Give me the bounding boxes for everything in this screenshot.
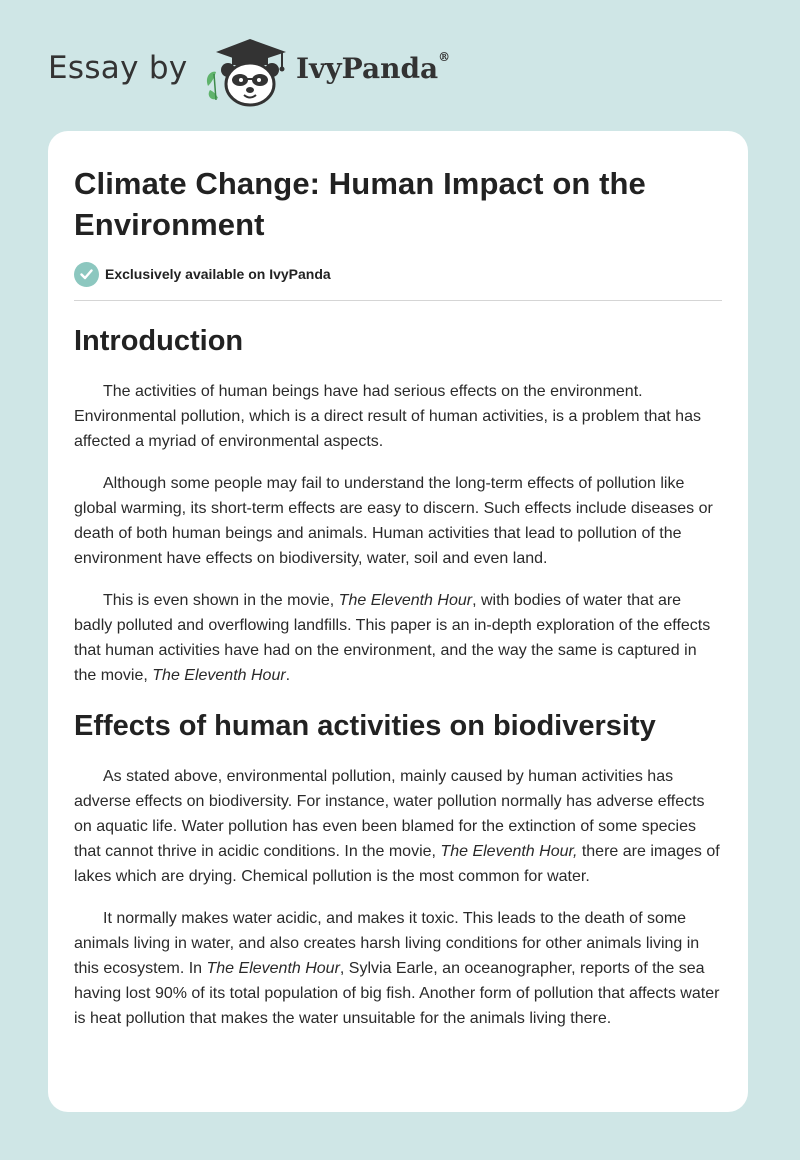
paragraph-text: there are images of lakes which are drying. Chemical pollution is the most common for water. <box>74 843 720 885</box>
paragraph-text: , with bodies of water that are badly polluted and overflowing landfills. This paper is an in-depth exploration of the effects that human activities have had on the environment, and the way the same is captured in the movie, <box>74 592 711 684</box>
leaf-icon <box>207 72 218 100</box>
paragraph <box>74 906 722 1031</box>
divider <box>74 300 722 301</box>
panda-logo-icon[interactable] <box>202 36 294 108</box>
paragraph-text: It normally makes water acidic, and makes it toxic. This leads to the death of some animals living in water, and also creates harsh living conditions for other animals living in this ecosystem. In <box>74 910 700 977</box>
movie-title: The Eleventh Hour <box>338 592 473 609</box>
paragraph-text: , Sylvia Earle, an oceanographer, reports of the sea having lost 90% of its total population of big fish. Another form of pollution that affects water is heat pollution that makes the water unsuitable for the animals living there. <box>74 960 720 1027</box>
paragraph: The activities of human beings have had serious effects on the environment. Environmental pollution, which is a direct result of human activities, is a problem that has affected a myriad of environmental aspects. <box>74 383 701 450</box>
essay-card <box>48 131 748 1112</box>
paragraph-text: . <box>285 667 291 684</box>
exclusive-label: Exclusively available on IvyPanda <box>105 266 331 282</box>
movie-title: The Eleventh Hour, <box>440 843 578 860</box>
brand-name[interactable] <box>296 52 450 85</box>
paragraph-text: This is even shown in the movie, <box>103 592 339 609</box>
section-heading-introduction: Introduction <box>74 325 244 357</box>
check-icon <box>74 262 99 287</box>
brand-name-text: IvyPanda <box>296 52 439 85</box>
paragraph-text: As stated above, environmental pollution, mainly caused by human activities has adverse effects on biodiversity. For instance, water pollution normally has adverse effects on aquatic life. Water pollution has even been blamed for the extinction of some species that cannot thrive in acidic conditions. In the movie, <box>74 768 705 860</box>
registered-mark: ® <box>438 50 451 64</box>
movie-title: The Eleventh Hour <box>152 667 286 684</box>
paragraph <box>74 764 722 889</box>
movie-title: The Eleventh Hour <box>206 960 340 977</box>
section-heading-biodiversity: Effects of human activities on biodiversity <box>74 710 656 742</box>
exclusive-badge <box>74 261 722 287</box>
paragraph: Although some people may fail to understand the long-term effects of pollution like global warming, its short-term effects are easy to discern. Such effects include diseases or death of both human beings and animals. Human activities that lead to pollution of the environment have effects on biodiversity, water, soil and even land. <box>74 475 713 567</box>
site-header <box>48 36 748 108</box>
essay-title: Climate Change: Human Impact on the Environment <box>74 166 646 242</box>
paragraph <box>74 588 722 688</box>
essay-by-label: Essay by <box>48 50 188 86</box>
